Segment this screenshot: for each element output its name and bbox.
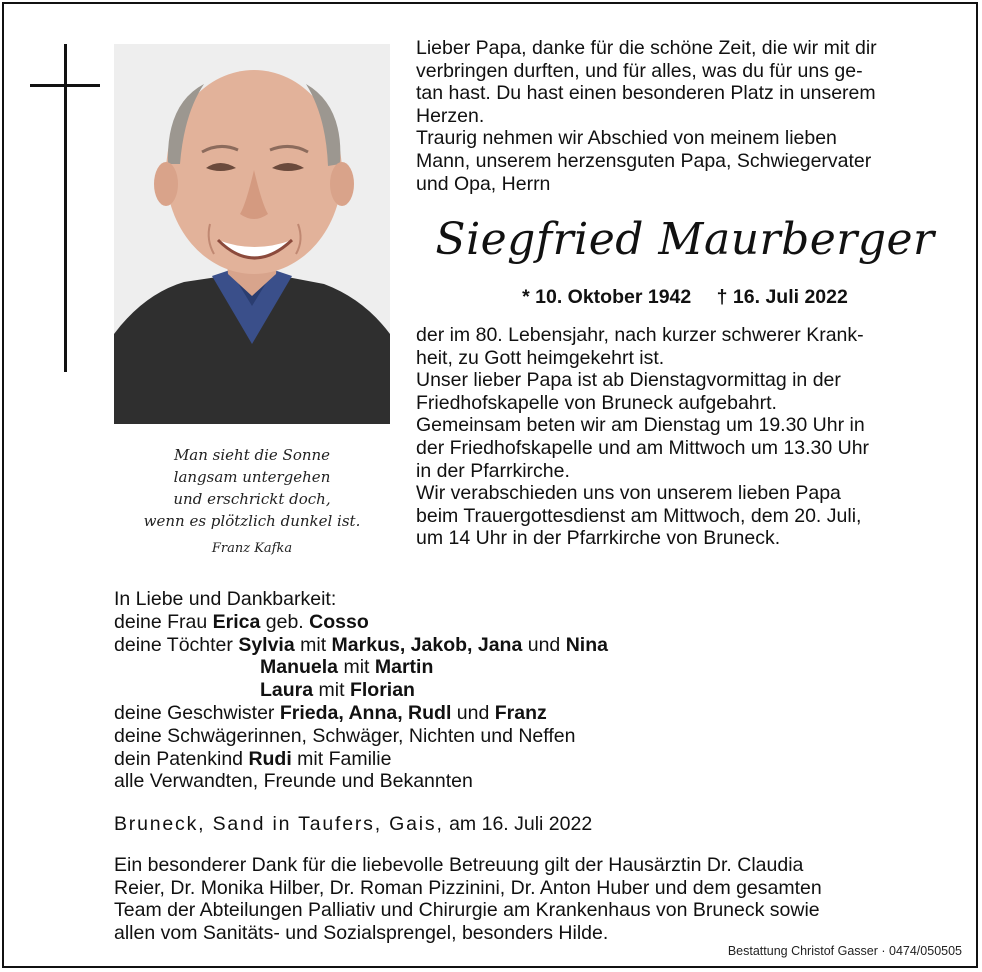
- body-line: beim Trauergottesdienst am Mittwoch, dem 20. Juli,: [416, 504, 862, 527]
- thanks-line: Reier, Dr. Monika Hilber, Dr. Roman Pizzinini, Dr. Anton Huber und dem gesamten: [114, 876, 822, 899]
- family-daughter: Manuela mit Martin: [260, 656, 434, 679]
- place-and-date: [114, 812, 814, 836]
- thanks-line: allen vom Sanitäts- und Sozialsprengel, besonders Hilde.: [114, 921, 609, 944]
- quote-line: langsam untergehen: [173, 468, 331, 486]
- quote-line: wenn es plötzlich dunkel ist.: [143, 512, 361, 530]
- death-date: † 16. Juli 2022: [716, 286, 848, 308]
- family-daughter: Laura mit Florian: [260, 679, 415, 702]
- family-heading: In Liebe und Dankbarkeit:: [114, 588, 337, 610]
- body-line: Unser lieber Papa ist ab Dienstagvormittag in der: [416, 369, 841, 392]
- notice-date: am 16. Juli 2022: [443, 813, 593, 835]
- cross-icon-bar: [30, 84, 100, 87]
- obituary-frame: [2, 2, 978, 968]
- body-line: Gemeinsam beten wir am Dienstag um 19.30 Uhr in: [416, 414, 865, 437]
- mourners-list: [114, 588, 814, 793]
- cross-icon: [64, 44, 67, 372]
- quote-line: und erschrickt doch,: [173, 490, 331, 508]
- acknowledgements: [114, 854, 954, 944]
- wife-name: Erica: [212, 610, 261, 633]
- family-relatives: alle Verwandten, Freunde und Bekannten: [114, 770, 473, 793]
- family-godchild: dein Patenkind Rudi mit Familie: [114, 747, 392, 770]
- service-details: [416, 324, 954, 550]
- body-line: um 14 Uhr in der Pfarrkirche von Bruneck.: [416, 527, 781, 550]
- family-wife: deine Frau Erica geb. Cosso: [114, 610, 369, 633]
- portrait-photo: [114, 44, 390, 424]
- quote-line: Man sieht die Sonne: [173, 446, 331, 464]
- kafka-quote: [114, 444, 390, 560]
- body-line: der im 80. Lebensjahr, nach kurzer schwerer Krank-: [416, 324, 864, 346]
- body-line: in der Pfarrkirche.: [416, 459, 570, 482]
- intro-line: Lieber Papa, danke für die schöne Zeit, die wir mit dir: [416, 37, 877, 59]
- intro-line: Traurig nehmen wir Abschied von meinem lieben: [416, 127, 837, 150]
- birth-date: * 10. Oktober 1942: [522, 286, 692, 308]
- body-line: Wir verabschieden uns von unserem lieben Papa: [416, 482, 841, 505]
- place-towns: Bruneck, Sand in Taufers, Gais,: [114, 813, 444, 835]
- wife-maiden-name: Cosso: [309, 610, 369, 633]
- intro-line: und Opa, Herrn: [416, 172, 551, 195]
- intro-line: tan hast. Du hast einen besonderen Platz in unserem: [416, 82, 876, 105]
- intro-line: Mann, unserem herzensguten Papa, Schwiegervater: [416, 149, 872, 172]
- family-inlaws: deine Schwägerinnen, Schwäger, Nichten und Neffen: [114, 724, 576, 747]
- body-line: heit, zu Gott heimgekehrt ist.: [416, 346, 665, 369]
- life-dates: [416, 286, 954, 309]
- family-daughter: deine Töchter Sylvia mit Markus, Jakob, Jana und Nina: [114, 633, 608, 656]
- thanks-line: Ein besonderer Dank für die liebevolle Betreuung gilt der Hausärztin Dr. Claudia: [114, 854, 804, 876]
- body-line: der Friedhofskapelle und am Mittwoch um 13.30 Uhr: [416, 436, 870, 459]
- quote-author: Franz Kafka: [211, 541, 293, 556]
- thanks-line: Team der Abteilungen Palliativ und Chirurgie am Krankenhaus von Bruneck sowie: [114, 899, 820, 922]
- intro-line: Herzen.: [416, 104, 485, 127]
- intro-text: [416, 37, 954, 195]
- funeral-home-credit: Bestattung Christof Gasser · 0474/050505: [727, 944, 962, 958]
- family-siblings: deine Geschwister Frieda, Anna, Rudl und Franz: [114, 701, 547, 724]
- deceased-name: Siegfried Maurberger: [435, 214, 935, 265]
- intro-line: verbringen durften, und für alles, was du für uns ge-: [416, 59, 863, 82]
- body-line: Friedhofskapelle von Bruneck aufgebahrt.: [416, 391, 777, 414]
